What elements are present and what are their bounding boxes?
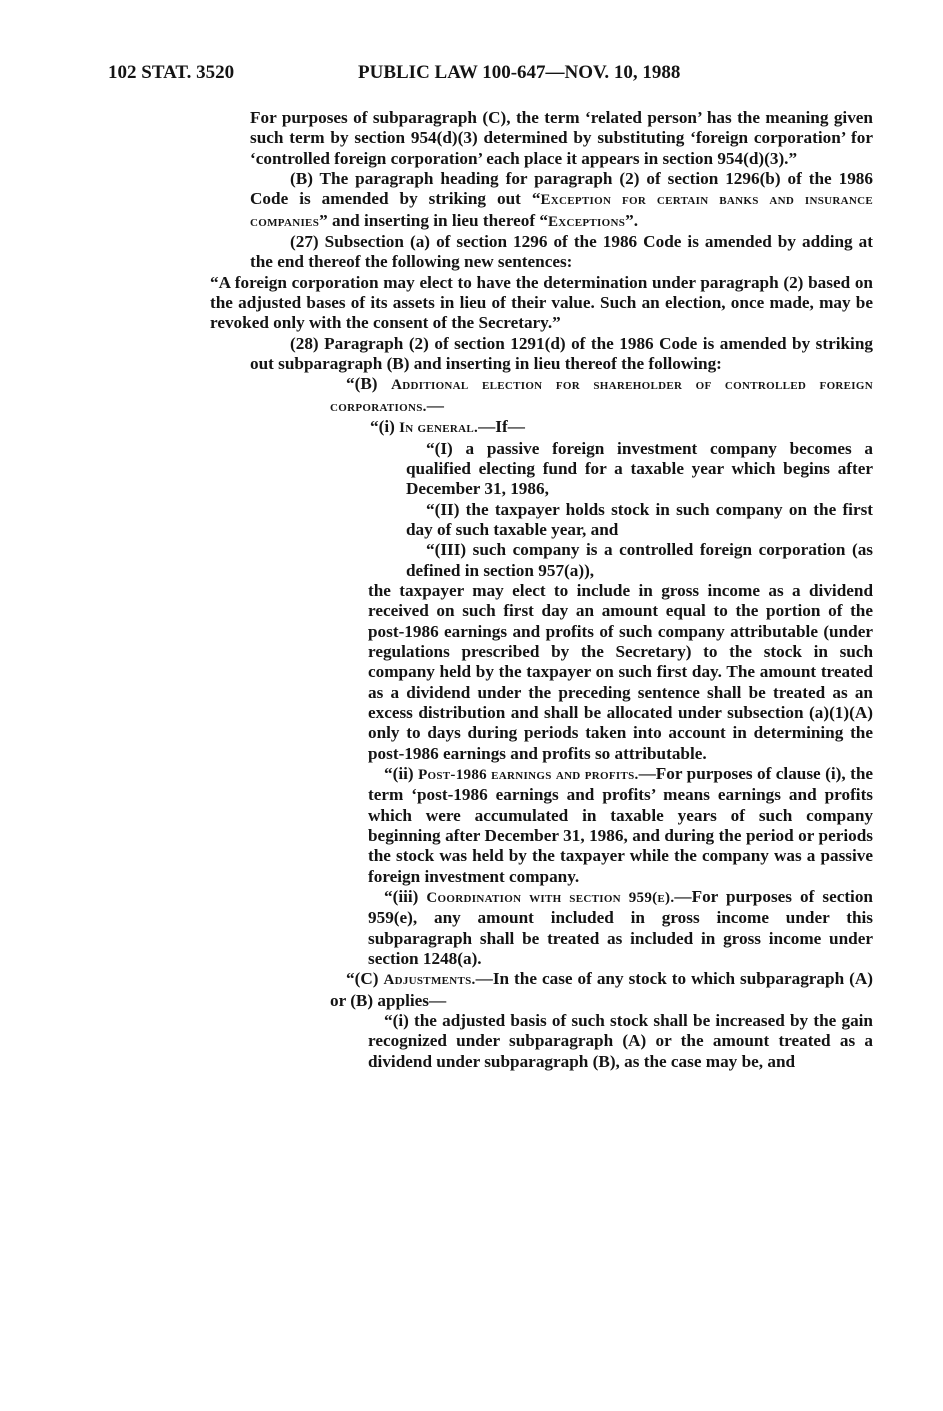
clause-iii: “(iii) Coordination with section 959(e).—For purposes of section 959(e), any amount included in gross income under this subparagraph shall be treated as included in gross income under section 1248(a). — [368, 887, 873, 969]
clause-i-body: the taxpayer may elect to include in gross income as a dividend received on such first day an amount equal to the portion of the post-1986 earnings and profits of such company attributable (under regulations prescribed by the Secretary) to the stock in such company held by the taxpayer on such first day. The amount treated as a dividend under the preceding sentence shall be treated as an excess distribution and shall be allocated under subsection (a)(1)(A) only to days during periods taken into account in determining the post-1986 earnings and profits so attributable. — [368, 580, 873, 763]
paragraph-related-person: For purposes of subparagraph (C), the term ‘related person’ has the meaning given such term by section 954(d)(3) determined by substituting ‘foreign corporation’ for ‘controlled foreign corporation’ each place it appears in section 954(d)(3).” — [250, 108, 873, 168]
paragraph-27: (27) Subsection (a) of section 1296 of the 1986 Code is amended by adding at the end thereof the following new sentences: — [250, 232, 873, 272]
body-text — [210, 108, 874, 1072]
clause-i-heading: “(i) In general.—If— — [370, 417, 525, 437]
subparagraph-c: “(C) Adjustments.—In the case of any stock to which subparagraph (A) or (B) applies— — [330, 969, 873, 1010]
subclause-II: “(II) the taxpayer holds stock in such company on the first day of such taxable year, and — [406, 499, 873, 539]
paragraph-heading-amendment: (B) The paragraph heading for paragraph (2) of section 1296(b) of the 1986 Code is amended by striking out “Exception for certain banks and insurance companies” and inserting in lieu thereof “Exceptions”. — [250, 169, 873, 230]
page-reference: 102 STAT. 3520 — [108, 62, 235, 83]
paragraph-28: (28) Paragraph (2) of section 1291(d) of the 1986 Code is amended by striking out subparagraph (B) and inserting in lieu thereof the following: — [250, 333, 873, 374]
subclause-III: “(III) such company is a controlled foreign corporation (as defined in section 957(a)), — [406, 540, 873, 580]
paragraph-27-quote: “A foreign corporation may elect to have the determination under paragraph (2) based on the adjusted bases of its assets in lieu of their value. Such an election, once made, may be revoked only with the consent of the Secretary.” — [210, 272, 873, 333]
clause-ii: “(ii) Post-1986 earnings and profits.—For purposes of clause (i), the term ‘post-1986 earnings and profits’ means earnings and profits which were accumulated in taxable years of such company beginning after December 31, 1986, and during the period or periods the stock was held by the taxpayer while the company was a passive foreign investment company. — [368, 764, 874, 886]
header-title: PUBLIC LAW 100-647—NOV. 10, 1988 — [358, 62, 681, 83]
subclause-I: “(I) a passive foreign investment company becomes a qualified electing fund for a taxable year which begins after December 31, 1986, — [406, 438, 873, 499]
subparagraph-c-clause-i: “(i) the adjusted basis of such stock shall be increased by the gain recognized under subparagraph (A) or the amount treated as a dividend under subparagraph (B), as the case may be, and — [368, 1011, 873, 1071]
subparagraph-b-heading: “(B) Additional election for shareholder of controlled foreign corporations.— — [330, 374, 873, 415]
